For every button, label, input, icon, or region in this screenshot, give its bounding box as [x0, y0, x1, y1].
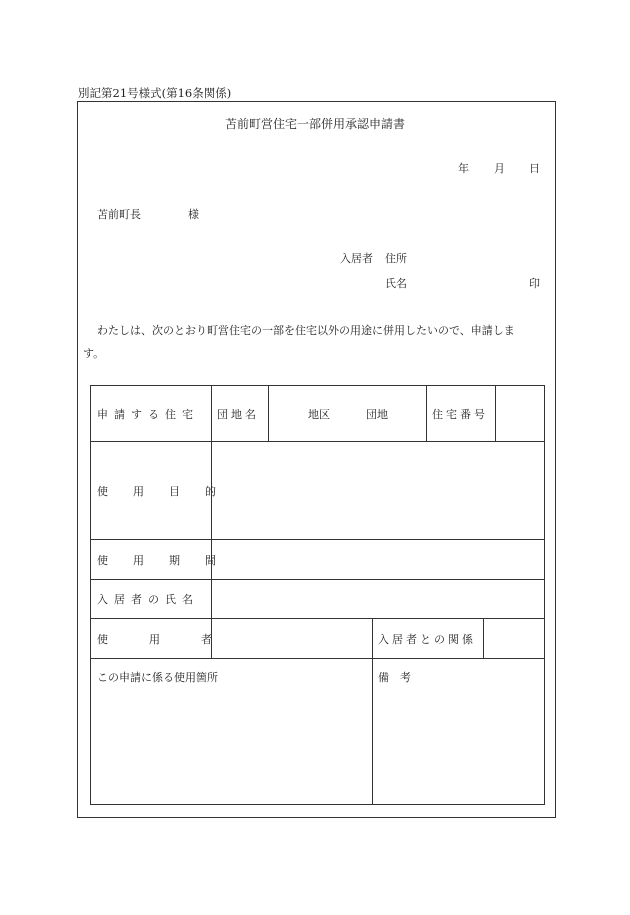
- body-text-line1: わたしは、次のとおり町営住宅の一部を住宅以外の用途に併用したいので、申請しま: [97, 324, 515, 337]
- label-complex: 団地: [366, 408, 388, 421]
- body-text-line2: す。: [83, 347, 105, 360]
- label-remarks: 備 考: [378, 671, 411, 684]
- label-district: 地区: [308, 408, 330, 421]
- label-housing: [97, 406, 205, 422]
- label-resident-name: 入居者の氏名: [97, 593, 199, 606]
- label-housing-number: 住宅番号: [432, 408, 488, 421]
- date-month: 月: [494, 162, 505, 175]
- label-housing-text: 申請する住宅: [97, 408, 199, 421]
- applicant-label: 入居者: [340, 252, 373, 265]
- label-user: 使用者: [97, 633, 253, 646]
- application-form: [77, 101, 556, 818]
- label-complex-name: 団地名: [217, 408, 259, 421]
- seal-mark: 印: [529, 277, 540, 290]
- details-table: [90, 385, 545, 805]
- addressee-honorific: 様: [188, 208, 199, 221]
- label-relation: 入居者との関係: [378, 633, 476, 646]
- applicant-name-label: 氏名: [385, 277, 407, 290]
- addressee-name: 苫前町長: [97, 208, 141, 221]
- label-location: この申請に係る使用箇所: [97, 671, 218, 684]
- form-title: 苫前町営住宅一部併用承認申請書: [225, 117, 406, 131]
- label-period: 使用期間: [97, 554, 241, 567]
- form-number: 別記第21号様式(第16条関係): [78, 86, 232, 100]
- date-day: 日: [529, 162, 540, 175]
- date-year: 年: [458, 162, 469, 175]
- label-purpose: 使用目的: [97, 485, 241, 498]
- applicant-address-label: 住所: [385, 252, 407, 265]
